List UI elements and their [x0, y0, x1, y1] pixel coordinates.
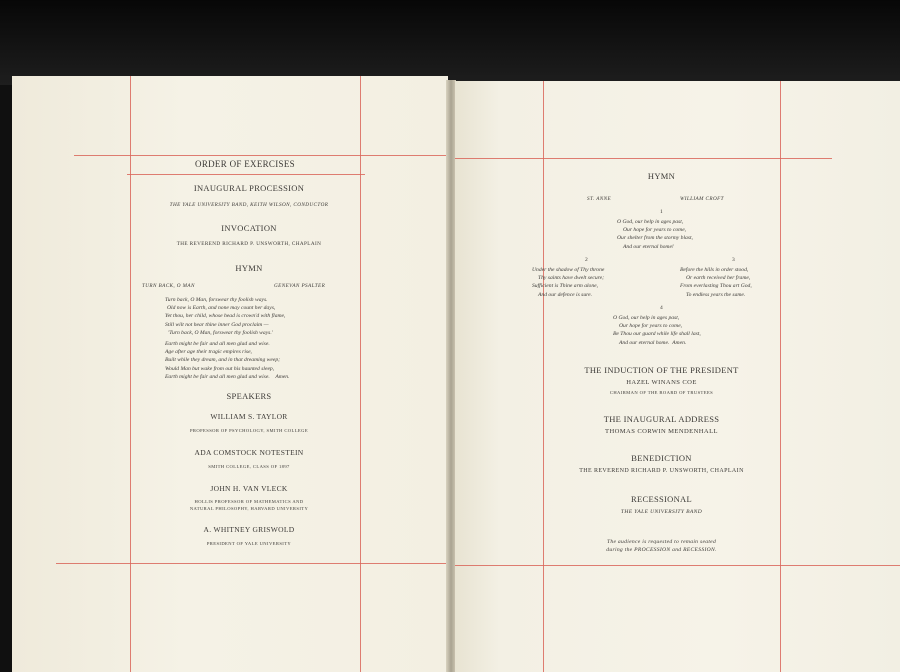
speakers-title: SPEAKERS	[226, 391, 272, 401]
recessional-title: RECESSIONAL	[631, 494, 692, 504]
address-title: THE INAUGURAL ADDRESS	[603, 414, 720, 424]
verse-number: 3	[732, 257, 735, 263]
speaker-affiliation: PROFESSOR OF PSYCHOLOGY, SMITH COLLEGE	[189, 428, 309, 433]
hymn-tune: TURN BACK, O MAN	[142, 283, 195, 289]
address-name: THOMAS CORWIN MENDENHALL	[605, 428, 718, 435]
audience-note: during the PROCESSION and RECESSION.	[606, 547, 717, 553]
verse-number: 4	[660, 305, 663, 311]
hymn-verse: Earth might be fair and all men glad and wise. Age after age their tragic empires rise, Built while they dream, and in that dreaming weep; Would Man but wake from out his haunted sleep, Earth might be fair and all men glad and wise. Amen.	[165, 341, 290, 380]
speaker-name: ADA COMSTOCK NOTESTEIN	[194, 448, 304, 457]
verse-number: 1	[660, 209, 663, 215]
speaker-name: WILLIAM S. TAYLOR	[210, 412, 288, 421]
hymn-verse: Before the hills in order stood, Or earth received her frame, From everlasting Thou art God, To endless years the same.	[680, 267, 752, 298]
procession-detail: THE YALE UNIVERSITY BAND, KEITH WILSON, CONDUCTOR	[169, 202, 329, 208]
invocation-title: INVOCATION	[221, 223, 277, 233]
benediction-title: BENEDICTION	[631, 453, 692, 463]
hymn-tune: ST. ANNE	[587, 196, 612, 202]
hymn-source: GENEVAN PSALTER	[274, 283, 326, 289]
speaker-affiliation: HOLLIS PROFESSOR OF MATHEMATICS AND	[194, 499, 304, 504]
left-page	[12, 76, 448, 672]
hymn-title: HYMN	[647, 171, 676, 181]
speaker-name: JOHN H. VAN VLECK	[210, 484, 288, 493]
procession-title: INAUGURAL PROCESSION	[193, 183, 305, 193]
speaker-affiliation: SMITH COLLEGE, CLASS OF 1897	[208, 464, 290, 469]
induction-role: CHAIRMAN OF THE BOARD OF TRUSTEES	[609, 390, 714, 395]
hymn-verse: O God, our help in ages past, Our hope for years to come, Our shelter from the stormy blast, And our eternal home!	[617, 219, 693, 250]
background-shadow	[0, 0, 900, 85]
speaker-affiliation: PRESIDENT OF YALE UNIVERSITY	[206, 541, 292, 546]
recessional-detail: THE YALE UNIVERSITY BAND	[620, 509, 703, 515]
verse-number: 2	[585, 257, 588, 263]
benediction-detail: THE REVEREND RICHARD P. UNSWORTH, CHAPLAIN	[579, 468, 744, 474]
induction-title: THE INDUCTION OF THE PRESIDENT	[584, 365, 739, 375]
hymn-title: HYMN	[235, 263, 263, 273]
speaker-name: A. WHITNEY GRISWOLD	[203, 525, 295, 534]
hymn-verse: O God, our help in ages past, Our hope for years to come, Be Thou our guard while life shall last, And our eternal home. Amen.	[613, 315, 701, 346]
audience-note: The audience is requested to remain seated	[606, 539, 717, 545]
hymn-verse: Under the shadow of Thy throne Thy saints have dwelt secure; Sufficient is Thine arm alone, And our defence is sure.	[532, 267, 605, 298]
induction-name: HAZEL WINANS COE	[626, 379, 697, 386]
right-page	[455, 81, 900, 672]
order-of-exercises-header: ORDER OF EXERCISES	[195, 159, 295, 169]
speaker-affiliation: NATURAL PHILOSOPHY, HARVARD UNIVERSITY	[189, 506, 309, 511]
hymn-verse: Turn back, O Man, forswear thy foolish ways. Old now is Earth, and none may count her days, Yet thou, her child, whose head is crown'd with flame, Still wilt not hear thine inner God proclaim — 'Turn back, O Man, forswear thy foolish ways.'	[165, 297, 286, 336]
invocation-detail: THE REVEREND RICHARD P. UNSWORTH, CHAPLAIN	[176, 241, 322, 247]
hymn-composer: WILLIAM CROFT	[680, 196, 724, 202]
